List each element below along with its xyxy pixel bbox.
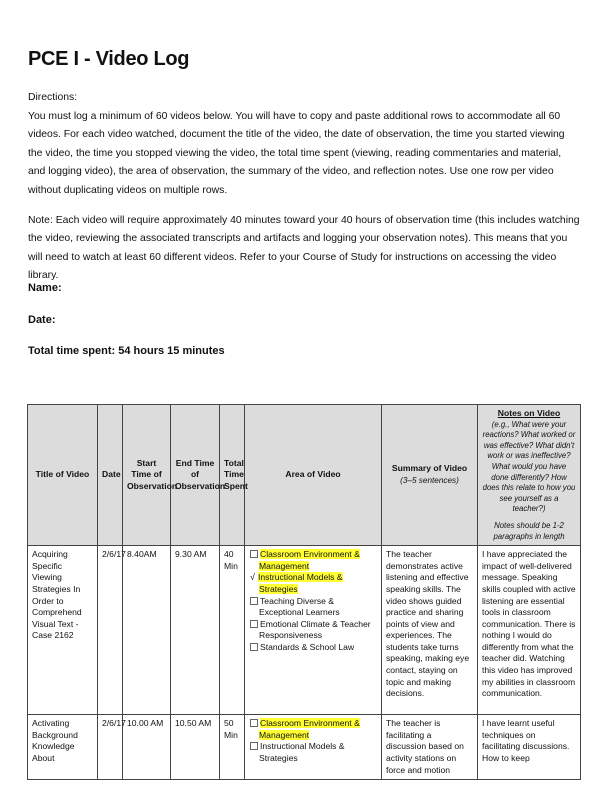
header-notes-length: Notes should be 1-2 paragraphs in length: [493, 520, 565, 541]
header-row: [28, 405, 581, 546]
date-label: Date:: [28, 314, 56, 326]
area-option[interactable]: Classroom Environment & Management: [249, 549, 377, 572]
cell-title[interactable]: Acquiring Specific Viewing Strategies In Order to Comprehend Visual Text - Case 2162: [28, 546, 98, 715]
table-row: [28, 546, 581, 715]
area-option[interactable]: √ Instructional Models & Strategies: [250, 572, 343, 594]
note-text: Note: Each video will require approximately 40 minutes toward your 40 hours of observation time (this includes watching the video, reviewing the associated transcripts and artifacts and logging your observation notes). This means that you will need to watch at least 60 different videos. Refer to your Course of Study for instructions on accessing the video library.: [28, 215, 580, 282]
cell-end-time[interactable]: 10.50 AM: [171, 715, 220, 780]
cell-notes[interactable]: I have appreciated the impact of well-delivered message. Speaking skills coupled with active listening are essential tools in classroom communication. There is nothing I would do differently from what the teacher did. Watching this video has improved my abilities in classroom communication.: [478, 546, 581, 715]
cell-end-time[interactable]: 9.30 AM: [171, 546, 220, 715]
checkbox-icon: [250, 742, 258, 750]
cell-date[interactable]: 2/6/17: [98, 546, 123, 715]
cell-title[interactable]: Activating Background Knowledge About: [28, 715, 98, 780]
header-start-time: Start Time of Observation: [123, 405, 171, 546]
header-notes-sub: (e.g., What were your reactions? What worked or was effective? What didn't work or was ineffective? What would you have done differently? How does this relate to how you see yourself as a teacher?): [482, 419, 576, 514]
total-time-spent: Total time spent: 54 hours 15 minutes: [28, 345, 225, 357]
checkbox-icon: [250, 719, 258, 727]
area-option[interactable]: Standards & School Law: [249, 642, 377, 654]
checkbox-icon: [250, 597, 258, 605]
area-option[interactable]: Teaching Diverse & Exceptional Learners: [249, 596, 377, 619]
checkbox-icon: [250, 550, 258, 558]
checkbox-icon: [250, 620, 258, 628]
cell-summary[interactable]: The teacher is facilitating a discussion based on activity stations on force and motion: [382, 715, 478, 780]
header-notes-label: Notes on Video: [497, 408, 561, 418]
name-label: Name:: [28, 282, 62, 294]
cell-summary[interactable]: The teacher demonstrates active listening and effective speaking skills. The video shows guided practice and sharing points of view and experiences. The students take turns speaking, making eye contact, staying on topic and making decisions.: [382, 546, 478, 715]
header-summary-sub: (3–5 sentences): [400, 476, 459, 486]
area-option[interactable]: Instructional Models & Strategies: [249, 741, 377, 764]
cell-total-time[interactable]: 50 Min: [220, 715, 245, 780]
cell-total-time[interactable]: 40 Min: [220, 546, 245, 715]
cell-area: [245, 546, 382, 715]
area-option[interactable]: Emotional Climate & Teacher Responsiveness: [249, 619, 377, 642]
header-title: Title of Video: [28, 405, 98, 546]
cell-start-time[interactable]: 10.00 AM: [123, 715, 171, 780]
cell-area: [245, 715, 382, 780]
header-total-time: Total Time Spent: [220, 405, 245, 546]
header-notes: [478, 405, 581, 546]
header-summary-label: Summary of Video: [391, 463, 468, 474]
directions-text: You must log a minimum of 60 videos below. You will have to copy and paste additional rows to accommodate all 60 videos. For each video watched, document the title of the video, the date of observation, the time you started viewing the video, the time you stopped viewing the video, the total time spent (viewing, reading commentaries and material, and logging video), the area of observation, the summary of the video, and reflection notes. Use one row per video without duplicating videos on multiple rows.: [28, 111, 565, 196]
page-title: PCE I - Video Log: [28, 48, 190, 70]
cell-notes[interactable]: I have learnt useful techniques on facilitating discussions. How to keep: [478, 715, 581, 780]
header-end-time: End Time of Observation: [171, 405, 220, 546]
table-row: [28, 715, 581, 780]
header-summary: [382, 405, 478, 546]
header-date: Date: [98, 405, 123, 546]
area-option[interactable]: Classroom Environment & Management: [249, 718, 377, 741]
video-log-table: [27, 404, 581, 780]
checkbox-icon: [250, 643, 258, 651]
header-area: Area of Video: [245, 405, 382, 546]
checkmark-icon: √: [250, 572, 255, 583]
cell-date[interactable]: 2/6/17: [98, 715, 123, 780]
directions-label: Directions:: [28, 92, 78, 103]
cell-start-time[interactable]: 8.40AM: [123, 546, 171, 715]
